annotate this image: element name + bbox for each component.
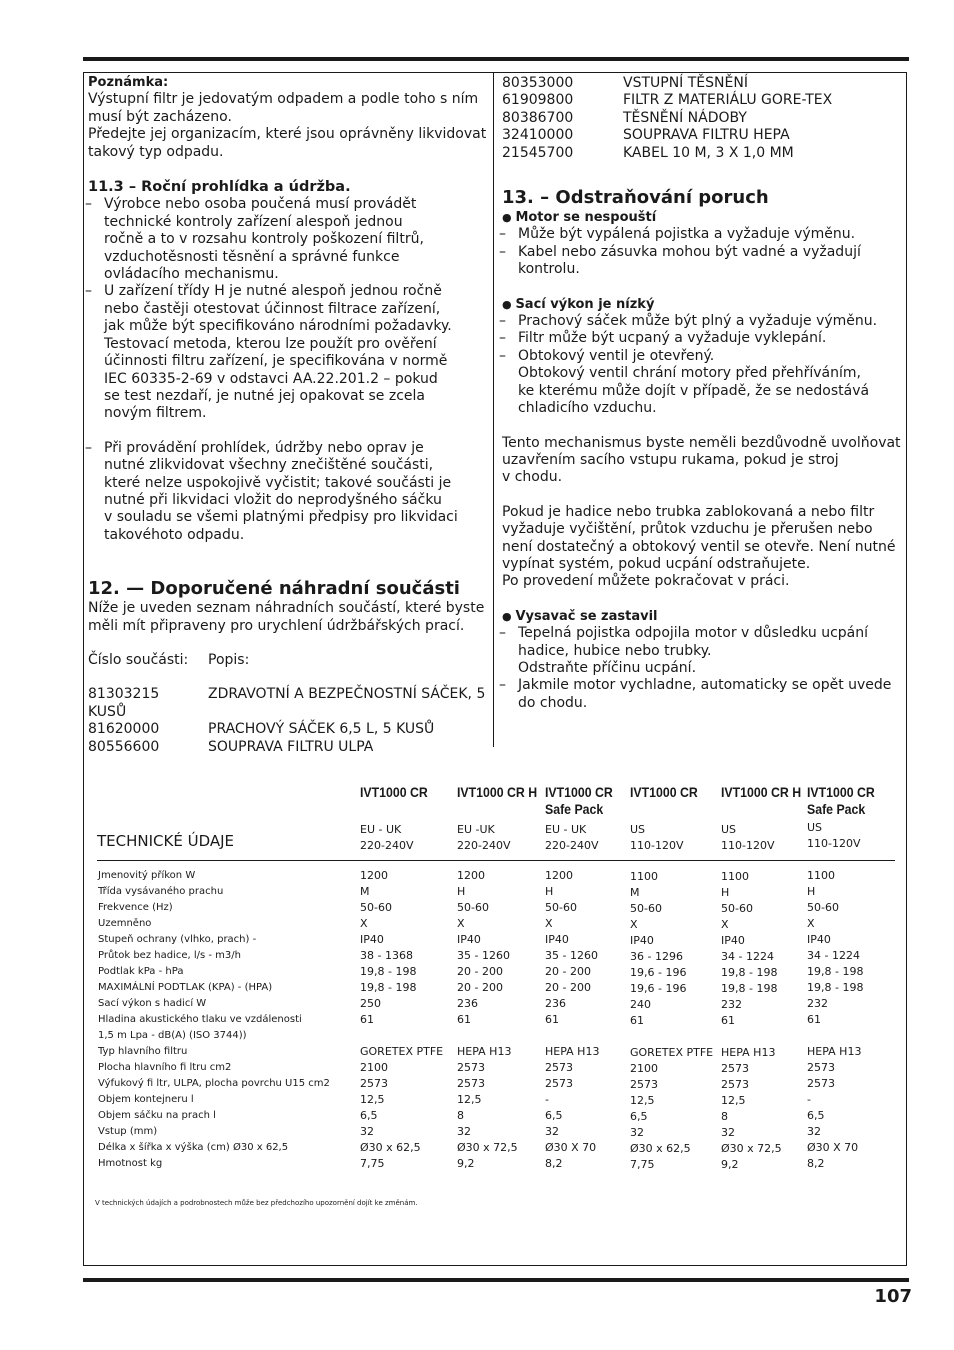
note-line: Předejte jej organizacím, které jsou oprávněny likvidovat [88,126,487,143]
spec-value: 12,5 [360,1093,385,1106]
text-line: technické kontroly zařízení alespoň jednou [104,213,403,230]
part-number: 61909800 [502,92,574,109]
voltage: 220-240V [360,839,414,852]
note-line: Výstupní filtr je jedovatým odpadem a podle toho s ním [88,91,479,108]
spec-value: 250 [360,997,381,1010]
model-spec [457,822,511,854]
spec-value [545,1028,599,1044]
spec-value: 61 [545,1013,559,1026]
text-line: Testovací metoda, kterou lze použít pro ověření [104,335,437,352]
model-name: IVT1000 CR [360,784,428,800]
left-column [88,74,488,756]
text-line: vypínat systém, pokud ucpání odstraňujete. [502,555,811,572]
spec-value: X [630,918,638,931]
spec-value: 12,5 [721,1094,746,1107]
part-number-header: Číslo součásti: [88,651,189,668]
spec-values-col [545,868,599,1172]
part-number: 80556600 [88,738,160,755]
model-header [360,784,428,801]
spec-value [807,1028,863,1044]
part-description: SOUPRAVA FILTRU ULPA [208,738,374,755]
model-spec [807,820,861,852]
spec-values-col [457,868,518,1172]
model-name: IVT1000 CR H [457,784,538,800]
spec-value: 32 [721,1126,735,1139]
model-header [807,784,875,818]
top-rule [83,57,909,61]
spec-value: 2573 [545,1061,573,1074]
spec-value: 7,75 [360,1157,385,1170]
model-spec [360,822,414,854]
spec-value: GORETEX PTFE [630,1046,714,1059]
note-line: musí být zacházeno. [88,108,232,125]
text-line: – Filtr může být ucpaný a vyžaduje vyklepání. [518,330,827,347]
stop-item [502,625,902,677]
motor-item [502,226,902,243]
spec-value: HEPA H13 [545,1045,600,1058]
spec-value: 236 [545,997,566,1010]
spec-value: IP40 [457,933,481,946]
spec-value: X [721,918,729,931]
part-description: PRACHOVÝ SÁČEK 6,5 L, 5 KUSŮ [208,721,435,738]
spec-value: 6,5 [545,1109,563,1122]
spec-value: 50-60 [545,901,577,914]
section-13-title: 13. – Odstraňování poruch [502,187,769,209]
region: US [807,821,823,834]
spec-values-col [807,868,863,1172]
spec-value: 20 - 200 [545,981,591,994]
suction-item [502,313,902,330]
spec-label: Hmotnost kg [98,1158,163,1169]
spec-values-col [360,868,443,1172]
region: EU - UK [545,823,587,836]
spec-value: 19,8 - 198 [721,982,778,995]
spec-value: H [545,885,554,898]
text-line: ovládacího mechanismu. [104,266,279,283]
note-line: takový typ odpadu. [88,143,224,160]
intro-line: Níže je uveden seznam náhradních součástí, které byste [88,600,485,617]
spec-value: 19,8 - 198 [360,981,417,994]
spec-value: H [457,885,466,898]
spec-value: 32 [630,1126,644,1139]
spec-label: Frekvence (Hz) [98,902,173,913]
part-description: VSTUPNÍ TĚSNĚNÍ [623,75,748,91]
spec-value: 34 - 1224 [807,949,860,962]
text-line: se test nezdaří, je nutné jej opakovat se zcela [104,387,426,404]
model-header [630,784,698,801]
right-column [502,75,902,712]
text-line: v chodu. [502,469,563,486]
text-line: ročně a to v rozsahu kontroly poškození filtrů, [104,231,424,248]
text-line: – Prachový sáček může být plný a vyžaduje výměnu. [518,313,878,330]
spec-value: 61 [457,1013,471,1026]
spec-value: 6,5 [807,1109,825,1122]
motor-item [502,244,902,279]
tech-divider [97,860,895,861]
text-line: novým filtrem. [104,405,207,422]
part-description: KABEL 10 M, 3 X 1,0 MM [623,144,794,161]
bypass-paragraph [502,435,902,487]
spec-value: Ø30 X 70 [545,1141,597,1154]
part-description: TĚSNĚNÍ NÁDOBY [623,109,747,126]
spec-value: GORETEX PTFE [360,1045,444,1058]
text-line: účinnosti filtru zařízení, je specifikována v normě [104,353,448,370]
parts-list [88,686,488,756]
spec-value: X [545,917,553,930]
model-name: IVT1000 CR Safe Pack [545,784,613,817]
bottom-rule [83,1278,909,1282]
spec-value: 19,8 - 198 [360,965,417,978]
parts-list-continued [502,75,902,162]
spec-value: 8 [457,1109,464,1122]
part-number: 81303215 [88,686,160,703]
spec-value: 32 [545,1125,559,1138]
spec-value: 1100 [721,870,749,883]
spec-value: 61 [630,1014,644,1027]
spec-value: 34 - 1224 [721,950,774,963]
text-line: kontrolu. [518,261,580,278]
spec-value: 236 [457,997,478,1010]
spec-value: 2573 [360,1077,388,1090]
spec-value: 240 [630,998,651,1011]
part-description [208,704,488,721]
spec-value: 61 [360,1013,374,1026]
spec-value: 61 [721,1014,735,1027]
model-name: IVT1000 CR [630,784,698,800]
column-divider [493,72,494,747]
spec-value: 2573 [545,1077,573,1090]
suction-item [502,348,902,418]
note-text [88,91,488,161]
spec-labels [98,868,358,1172]
spec-label: Objem sáčku na prach l [98,1110,216,1121]
spec-value: IP40 [807,933,831,946]
spec-value: 35 - 1260 [545,949,598,962]
voltage: 110-120V [807,837,861,850]
voltage: 110-120V [721,839,775,852]
spec-value: IP40 [630,934,654,947]
spec-value: Ø30 x 72,5 [721,1142,782,1155]
spec-value: 20 - 200 [545,965,591,978]
part-description: FILTR Z MATERIÁLU GORE-TEX [623,92,833,109]
voltage: 220-240V [545,839,599,852]
text-line: není dostatečný a obtokový ventil se otevře. Není nutné [502,538,896,555]
spec-value: 32 [807,1125,821,1138]
text-line: jak může být specifikováno národními požadavky. [104,318,452,335]
spec-value: HEPA H13 [457,1045,512,1058]
spec-label: Hladina akustického tlaku ve vzdálenosti [98,1014,302,1025]
maintenance-item-1 [88,196,488,283]
text-line: které nelze uspokojivě vyčistit; takové součásti je [104,474,452,491]
model-header [545,784,613,818]
spec-value: 1100 [807,869,835,882]
spec-value: 2573 [630,1078,658,1091]
spec-value: Ø30 x 62,5 [630,1142,691,1155]
spec-value: 2573 [721,1062,749,1075]
spec-value [630,1029,713,1045]
spec-label: Jmenovitý příkon W [98,870,196,881]
spec-label: Výfukový fi ltr, ULPA, plocha povrchu U15 cm2 [98,1078,330,1089]
stop-title: ● Vysavač se zastavil [502,608,902,625]
part-description: ZDRAVOTNÍ A BEZPEČNOSTNÍ SÁČEK, 5 [208,686,486,703]
spec-value: 36 - 1296 [630,950,683,963]
tech-title: TECHNICKÉ ÚDAJE [97,832,235,850]
spec-value: 19,8 - 198 [807,965,864,978]
spec-value: 20 - 200 [457,981,503,994]
text-line: Tento mechanismus byste neměli bezdůvodně uvolňovat [502,434,901,451]
spec-values-col [721,869,782,1173]
spec-value: 50-60 [457,901,489,914]
spec-value: 1200 [360,869,388,882]
stop-item [502,677,902,712]
text-line: vyžaduje vyčištění, průtok vzduchu je přerušen nebo [502,521,873,538]
model-name: IVT1000 CR Safe Pack [807,784,875,817]
spec-label: Uzemněno [98,918,152,929]
spec-value: 19,8 - 198 [807,981,864,994]
text-line: Obtokový ventil chrání motory před přehříváním, [518,365,861,382]
region: US [630,823,646,836]
maintenance-item-2 [88,283,488,422]
spec-value: 1200 [545,869,573,882]
spec-value: 7,75 [630,1158,655,1171]
spec-value: 1200 [457,869,485,882]
spec-value: - [545,1093,549,1106]
maintenance-item-3 [88,440,488,544]
model-header [457,784,537,801]
spec-value: 2573 [807,1077,835,1090]
part-number: KUSŮ [88,703,127,720]
spec-value: M [630,886,640,899]
text-line: – Výrobce nebo osoba poučená musí provádět [104,196,417,213]
spec-value: 12,5 [630,1094,655,1107]
spec-value [721,1029,782,1045]
spec-values-col [630,869,713,1173]
part-number: 21545700 [502,144,574,161]
spec-value: 232 [807,997,828,1010]
spec-value: 61 [807,1013,821,1026]
text-line: uzavřením sacího vstupu rukama, pokud je stroj [502,451,839,468]
part-description: SOUPRAVA FILTRU HEPA [623,127,790,144]
spec-value: IP40 [545,933,569,946]
spec-label: Plocha hlavního fi ltru cm2 [98,1062,232,1073]
text-line: – Při provádění prohlídek, údržby nebo oprav je [104,439,424,456]
spec-value: 50-60 [721,902,753,915]
spec-value: 1100 [630,870,658,883]
spec-value: 50-60 [360,901,392,914]
intro-line: měli mít připraveny pro urychlení údržbářských prací. [88,617,465,634]
text-line: hadice, hubice nebo trubky. [518,642,712,659]
region: EU - UK [360,823,402,836]
spec-value: Ø30 x 62,5 [360,1141,421,1154]
spec-value: 50-60 [630,902,662,915]
text-line: Odstraňte příčinu ucpání. [518,659,697,676]
spec-label: Stupeň ochrany (vlhko, prach) - [98,934,257,945]
spec-label: Délka x šířka x výška (cm) Ø30 x 62,5 [98,1142,289,1153]
spec-value: IP40 [721,934,745,947]
spec-value: 32 [457,1125,471,1138]
text-line: takovéhoto odpadu. [104,526,245,543]
text-line: nutné zlikvidovat všechny znečištěné součásti, [104,457,434,474]
blockage-paragraph [502,504,902,591]
footnote: V technických údajích a podrobnostech může bez předchozího upozornění dojít ke změnám. [95,1199,418,1207]
spec-value [457,1028,518,1044]
text-line: ke kterému může dojít v případě, že se nedostává [518,382,870,399]
model-spec [545,822,599,854]
spec-value: 6,5 [360,1109,378,1122]
spec-value: X [360,917,368,930]
region: EU -UK [457,823,495,836]
text-line: nutné při likvidaci vložit do neprodyšného sáčku [104,491,442,508]
spec-value: 9,2 [721,1158,739,1171]
text-line: – Tepelná pojistka odpojila motor v důsledku ucpání [518,625,869,642]
part-number: 80353000 [502,75,574,91]
spec-value: IP40 [360,933,384,946]
text-line: – U zařízení třídy H je nutné alespoň jednou ročně [104,283,442,300]
note-title: Poznámka: [88,75,169,90]
spec-value: Ø30 x 72,5 [457,1141,518,1154]
spec-value: 232 [721,998,742,1011]
text-line: chladicího vzduchu. [518,400,657,417]
region: US [721,823,737,836]
spec-value: 2573 [807,1061,835,1074]
spec-value: 8,2 [807,1157,825,1170]
spec-value: 2100 [360,1061,388,1074]
spec-label: Průtok bez hadice, l/s - m3/h [98,950,241,961]
spec-value: 2573 [457,1061,485,1074]
description-header: Popis: [208,651,250,668]
text-line: – Kabel nebo zásuvka mohou být vadné a vyžadují [518,243,861,260]
spec-value: X [807,917,815,930]
spec-value: 19,6 - 196 [630,982,687,995]
spec-value [360,1028,443,1044]
section-12-title: 12. — Doporučené náhradní součásti [88,578,460,600]
spec-value: 8,2 [545,1157,563,1170]
text-line: nebo častěji otestovat účinnost filtrace zařízení, [104,300,441,317]
spec-value: HEPA H13 [721,1046,776,1059]
spec-value: 19,6 - 196 [630,966,687,979]
spec-value: 38 - 1368 [360,949,413,962]
spec-value: 19,8 - 198 [721,966,778,979]
text-line: Pokud je hadice nebo trubka zablokovaná a nebo filtr [502,503,875,520]
text-line: do chodu. [518,694,588,711]
spec-value: 6,5 [630,1110,648,1123]
motor-title: ● Motor se nespouští [502,209,902,226]
section-11-3-title: 11.3 – Roční prohlídka a údržba. [88,179,351,196]
text-line: – Může být vypálená pojistka a vyžaduje výměnu. [518,226,856,243]
spec-value: X [457,917,465,930]
model-spec [630,822,684,854]
spec-label: Třída vysávaného prachu [98,886,224,897]
part-number: 32410000 [502,127,574,144]
part-number: 81620000 [88,721,160,738]
spec-value: 9,2 [457,1157,475,1170]
spec-value: Ø30 X 70 [807,1141,859,1154]
model-spec [721,822,775,854]
text-line: vzduchotěsnosti těsnění a správné funkce [104,248,400,265]
suction-title: ● Sací výkon je nízký [502,296,902,313]
spec-value: 2100 [630,1062,658,1075]
spec-label: Vstup (mm) [98,1126,158,1137]
spec-label: Typ hlavního filtru [98,1046,188,1057]
page-number: 107 [874,1286,912,1307]
spec-value: 12,5 [457,1093,482,1106]
spec-label: MAXIMÁLNÍ PODTLAK (KPA) - (HPA) [98,982,273,993]
text-line: v souladu se všemi platnými předpisy pro likvidaci [104,509,458,526]
spec-value: 20 - 200 [457,965,503,978]
model-name: IVT1000 CR H [721,784,802,800]
spec-value: H [721,886,730,899]
voltage: 220-240V [457,839,511,852]
spec-value: HEPA H13 [807,1045,862,1058]
spec-value: H [807,885,816,898]
text-line: – Obtokový ventil je otevřený. [518,347,715,364]
text-line: – Jakmile motor vychladne, automaticky se opět uvede [518,677,892,694]
text-line: IEC 60335-2-69 v odstavci AA.22.201.2 – pokud [104,370,438,387]
spec-label: 1,5 m Lpa - dB(A) (ISO 3744)) [98,1030,247,1041]
spec-value: 2573 [457,1077,485,1090]
text-line: Po provedení můžete pokračovat v práci. [502,573,790,590]
spec-value: M [360,885,370,898]
model-header [721,784,801,801]
part-number: 80386700 [502,109,574,126]
spec-value: 32 [360,1125,374,1138]
spec-value: 8 [721,1110,728,1123]
spec-value: 2573 [721,1078,749,1091]
parts-header [88,652,488,669]
suction-item [502,330,902,347]
voltage: 110-120V [630,839,684,852]
spec-label: Podtlak kPa - hPa [98,966,184,977]
spec-label: Objem kontejneru l [98,1094,194,1105]
spec-value: 35 - 1260 [457,949,510,962]
spec-value: - [807,1093,811,1106]
spec-label: Sací výkon s hadicí W [98,998,207,1009]
spec-value: 50-60 [807,901,839,914]
